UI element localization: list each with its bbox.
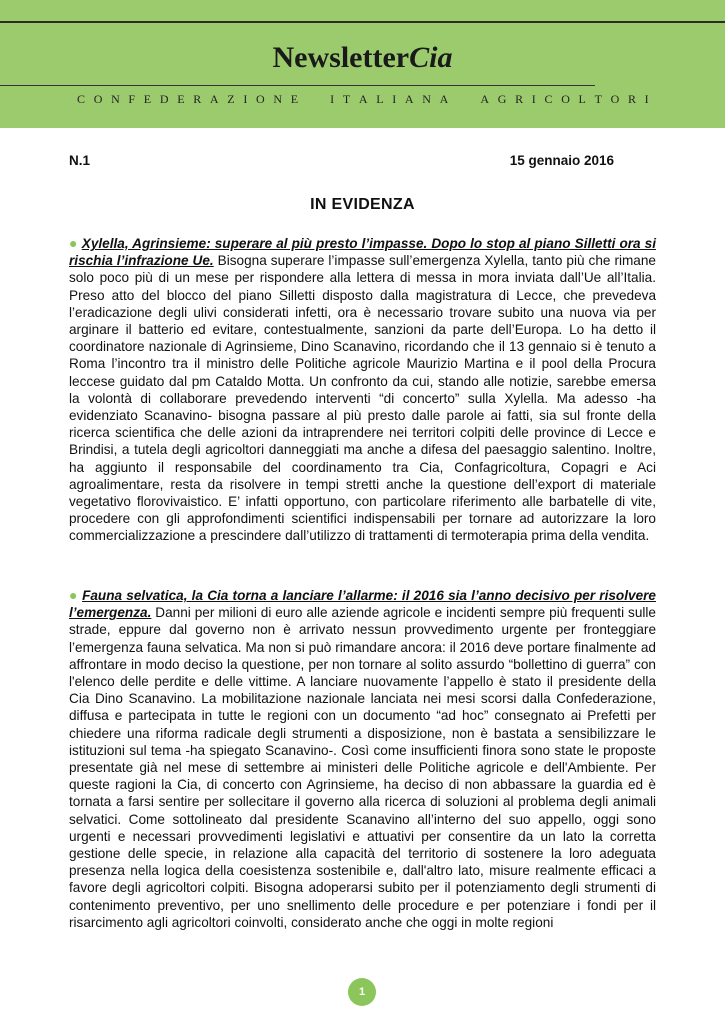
subtitle-letter: F (128, 92, 136, 106)
subtitle-letter: A (404, 92, 414, 106)
subtitle-letter: T (342, 92, 351, 106)
bullet-icon: ● (69, 235, 78, 251)
subtitle-letter: O (93, 92, 103, 106)
subtitle-letter: A (480, 92, 490, 106)
subtitle-letter: A (358, 92, 368, 106)
subtitle-letter: O (256, 92, 265, 106)
subtitle-gap (469, 92, 472, 107)
subtitle-letter: A (209, 92, 219, 106)
subtitle-letter: E (143, 92, 152, 106)
newsletter-title (0, 38, 725, 78)
article-fauna-selvatica (69, 587, 656, 931)
article-xylella (69, 235, 656, 545)
subtitle-letter: E (177, 92, 185, 106)
subtitle-letter: G (497, 92, 507, 106)
subtitle-letter: N (111, 92, 120, 106)
subtitle-letter: A (439, 92, 449, 106)
subtitle-gap (307, 92, 310, 107)
subtitle-letter: N (273, 92, 283, 106)
subtitle-letter: R (193, 92, 202, 106)
subtitle-letter: I (644, 92, 649, 106)
subtitle-gap (318, 92, 321, 107)
newsletter-subtitle (77, 92, 649, 107)
title-main: Newsletter (272, 41, 410, 74)
article-headline: Xylella, Agrinsieme: superare al più presto l’impasse. Dopo lo stop al piano Silletti ora si rischia l’infrazione Ue. (69, 236, 656, 269)
subtitle-letter: C (544, 92, 553, 106)
newsletter-header (0, 0, 725, 128)
subtitle-letter: E (290, 92, 299, 106)
title-brand: Cia (409, 41, 453, 74)
article-body: Danni per milioni di euro alle aziende agricole e incidenti sempre più frequenti sulle strade, eppure dal governo non è arrivato nessun provvedimento urgente per fronteggiare l’emergenza fauna selvatica. Ma non si può rimandare ancora: il 2016 deve portare finalmente ad affrontare in modo deciso la questione, per non tornare al solito assurdo “bollettino di guerra” con l'elenco delle perdite e delle vittime. A lanciare nuovamente l’appello è stato il presidente della Cia Dino Scanavino. La mobilitazione nazionale lanciata nei mesi scorsi dalla Confederazione, diffusa e partecipata in tutte le regioni con un documento “ad hoc” consegnato ai Prefetti per chiedere una riforma radicale degli strumenti a disposizione, non è bastata a sensibilizzare le istituzioni sul tema -ha spiegato Scanavino-. Così come insufficienti finora sono state le proposte presentate già nel mese di settembre ai ministeri delle Politiche agricole e dell'Ambiente. Per queste ragioni la Cia, di concerto con Agrinsieme, ha deciso di non abbassare la guardia ed è tornata a farsi sentire per sollecitare il governo alla ricerca di soluzioni al problema degli animali selvatici. Come sottolineato dal presidente Scanavino all’interno del suo appello, oggi sono urgenti e necessari provvedimenti legislativi e attuativi per consentire da un lato la corretta gestione delle specie, in relazione alla capacità del territorio di sostenere la loro adeguata presenza nella logica della coesistenza sostenibile e, dall'altro lato, misure realmente efficaci a favore degli agricoltori colpiti. Bisogna adoperarsi subito per il potenziamento degli strumenti di contenimento preventivo, per uno snellimento delle procedure e per potenziare i fondi per il risarcimento agli agricoltori coinvolti, considerato anche che oggi in molte regioni (69, 605, 656, 930)
subtitle-letter: R (627, 92, 636, 106)
subtitle-letter: I (531, 92, 536, 106)
subtitle-letter: I (330, 92, 335, 106)
subtitle-letter: Z (227, 92, 235, 106)
section-title: IN EVIDENZA (310, 196, 415, 213)
subtitle-letter: N (422, 92, 431, 106)
subtitle-letter: O (610, 92, 620, 106)
subtitle-letter: T (594, 92, 602, 106)
subtitle-letter: D (159, 92, 169, 106)
issue-meta (69, 153, 614, 168)
header-mid-rule (0, 85, 595, 86)
page-number: 1 (348, 978, 376, 1006)
subtitle-letter: I (392, 92, 397, 106)
header-top-rule (0, 21, 725, 23)
subtitle-gap (457, 92, 460, 107)
subtitle-letter: I (243, 92, 248, 106)
subtitle-letter: C (77, 92, 86, 106)
issue-number: N.1 (69, 153, 91, 168)
subtitle-letter: L (376, 92, 384, 106)
subtitle-letter: L (578, 92, 586, 106)
article-headline: Fauna selvatica, la Cia torna a lanciare l’allarme: il 2016 sia l’anno decisivo per risolvere l’emergenza. (69, 588, 656, 621)
issue-date: 15 gennaio 2016 (509, 153, 614, 168)
subtitle-letter: O (561, 92, 570, 106)
article-body: Bisogna superare l’impasse sull’emergenza Xylella, tanto più che rimane solo poco più di un mese per rispondere alla lettera di messa in mora inviata dall’Ue all’Italia. Preso atto del blocco del piano Silletti disposto dalla magistratura di Lecce, che prevedeva l’eradicazione degli ulivi considerati infetti, ora è necessario trovare subito una nuova via per arginare il batterio ed evitare, contestualmente, sanzioni da parte dell’Europa. Lo ha detto il coordinatore nazionale di Agrinsieme, Dino Scanavino, ricordando che il 13 gennaio si è tenuto a Roma l’incontro tra il ministro delle Politiche agricole Maurizio Martina e il pool della Procura leccese guidato dal pm Cataldo Motta. Un confronto da cui, stando alle notizie, sarebbe emersa la volontà di collaborare prevedendo interventi “di concerto” sulla Xylella. Ma adesso -ha evidenziato Scanavino- bisogna passare al più presto dalle parole ai fatti, sia sul fronte della ricerca scientifica che delle azioni da intraprendere nei territori colpiti delle province di Lecce e Brindisi, a tutela degli agricoltori danneggiati ma anche a difesa del paesaggio salentino. Inoltre, ha aggiunto il responsabile del coordinamento tra Cia, Confagricoltura, Copagri e Aci agroalimentare, resta da risolvere in tempi stretti anche la questione dell’export di materiale vegetativo florovivaistico. E’ infatti opportuno, con particolare riferimento alle barbatelle di vite, procedere con gli approfondimenti scientifici indispensabili per tornare ad autorizzare la loro commercializzazione a prescindere dall’utilizzo di trattamenti di termoterapia prima della vendita. (69, 253, 656, 544)
subtitle-letter: R (515, 92, 524, 106)
bullet-icon: ● (69, 587, 78, 603)
